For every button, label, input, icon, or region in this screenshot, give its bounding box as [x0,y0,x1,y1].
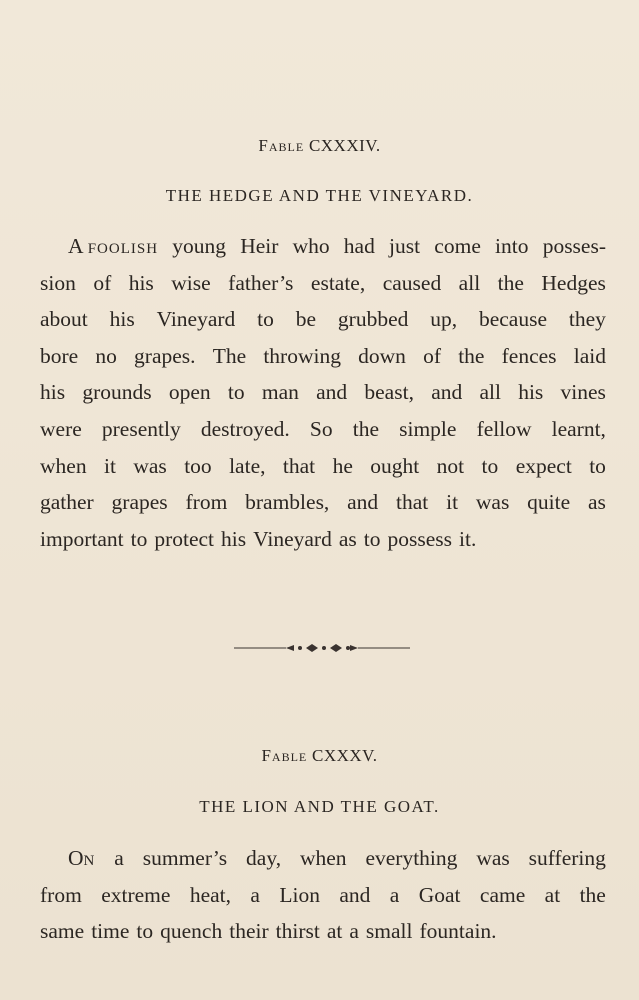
lead-smallcaps: n [83,846,96,870]
fable-title: THE HEDGE AND THE VINEYARD. [165,186,474,205]
fable-numeral: CXXXIV. [308,136,381,155]
decorative-rule-ornament [234,640,410,656]
text-line: were presently destroyed. So the simple fellow learnt, [40,416,606,441]
lead-words [68,228,158,265]
text-line: bore no grapes. The throwing down of the fences laid [40,343,606,368]
fable-title: THE LION AND THE GOAT. [199,797,440,816]
text-line: when it was too late, that he ought not to expect to [40,453,606,478]
lead-initial: A [68,234,83,258]
text-line: A foolish young Heir who had just come into posses- [40,228,606,265]
fable-body [40,840,606,950]
text-line: about his Vineyard to be grubbed up, because they [40,307,606,332]
text-line: sion of his wise father’s estate, caused all the Hedges [40,270,606,295]
text-line: same time to quench their thirst at a small fountain. [40,919,497,944]
lead-smallcaps: foolish [87,234,159,258]
text-line: gather grapes from brambles, and that it was quite as [40,490,606,515]
fable-heading [0,746,639,766]
fable-label: Fable [261,746,308,765]
fable-numeral: CXXXV. [312,746,378,765]
lead-initial: O [68,846,84,870]
fable-body [40,228,606,557]
fable-label: Fable [258,136,305,155]
lead-words [68,840,95,877]
text-line: important to protect his Vineyard as to possess it. [40,526,477,551]
fable-heading [0,136,639,156]
text-line: from extreme heat, a Lion and a Goat came at the [40,882,606,907]
text-line: On a summer’s day, when everything was suffering [40,840,606,877]
text-line: his grounds open to man and beast, and all his vines [40,380,606,405]
